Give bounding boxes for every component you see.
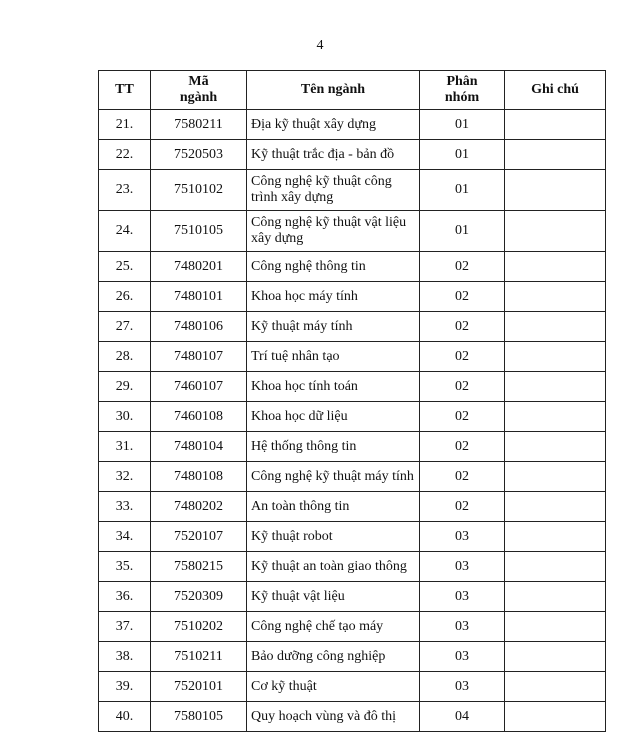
cell-group: 03 [420,522,505,552]
cell-tt: 28. [99,342,151,372]
cell-note [505,462,606,492]
cell-code: 7480101 [151,282,247,312]
cell-code: 7480106 [151,312,247,342]
table-row [99,342,606,372]
cell-tt: 23. [99,170,151,211]
cell-name: Khoa học tính toán [247,372,420,402]
cell-group: 03 [420,552,505,582]
cell-code: 7520101 [151,672,247,702]
cell-name: Bảo dưỡng công nghiệp [247,642,420,672]
cell-code: 7480201 [151,252,247,282]
cell-tt: 33. [99,492,151,522]
header-code-line1: Mã [188,74,209,89]
cell-tt: 26. [99,282,151,312]
cell-name: Công nghệ kỹ thuật vật liệu xây dựng [247,211,420,252]
cell-code: 7520503 [151,140,247,170]
cell-note [505,642,606,672]
cell-tt: 29. [99,372,151,402]
cell-group: 03 [420,672,505,702]
cell-code: 7580215 [151,552,247,582]
cell-name: Công nghệ kỹ thuật máy tính [247,462,420,492]
cell-name: Kỹ thuật trắc địa - bản đồ [247,140,420,170]
cell-tt: 25. [99,252,151,282]
cell-tt: 30. [99,402,151,432]
cell-code: 7510102 [151,170,247,211]
header-note: Ghi chú [505,71,606,110]
cell-tt: 36. [99,582,151,612]
table-row [99,211,606,252]
header-group-line1: Phân [446,74,478,89]
header-code [151,71,247,110]
cell-name: Trí tuệ nhân tạo [247,342,420,372]
cell-note [505,702,606,732]
cell-code: 7520107 [151,522,247,552]
cell-note [505,612,606,642]
cell-note [505,312,606,342]
cell-group: 01 [420,140,505,170]
cell-note [505,110,606,140]
cell-tt: 40. [99,702,151,732]
cell-tt: 21. [99,110,151,140]
table-header-row [99,71,606,110]
cell-note [505,432,606,462]
cell-code: 7510211 [151,642,247,672]
cell-group: 03 [420,582,505,612]
cell-tt: 39. [99,672,151,702]
table-row [99,552,606,582]
cell-note [505,140,606,170]
cell-code: 7580105 [151,702,247,732]
cell-note [505,672,606,702]
cell-note [505,282,606,312]
cell-group: 02 [420,402,505,432]
header-group-line2: nhóm [444,90,480,105]
cell-name: Kỹ thuật vật liệu [247,582,420,612]
table-row [99,140,606,170]
header-code-line2: ngành [179,90,218,105]
cell-name: Khoa học máy tính [247,282,420,312]
cell-code: 7480108 [151,462,247,492]
cell-group: 02 [420,432,505,462]
cell-name: Quy hoạch vùng và đô thị [247,702,420,732]
cell-name: Kỹ thuật an toàn giao thông [247,552,420,582]
cell-group: 02 [420,312,505,342]
cell-tt: 32. [99,462,151,492]
cell-name: Công nghệ kỹ thuật công trình xây dựng [247,170,420,211]
table-row [99,672,606,702]
cell-group: 02 [420,252,505,282]
cell-group: 02 [420,372,505,402]
cell-note [505,372,606,402]
table-row [99,462,606,492]
table-row [99,642,606,672]
table-row [99,170,606,211]
cell-code: 7510202 [151,612,247,642]
cell-name: Công nghệ chế tạo máy [247,612,420,642]
cell-code: 7480107 [151,342,247,372]
cell-note [505,252,606,282]
cell-note [505,402,606,432]
cell-tt: 38. [99,642,151,672]
cell-tt: 24. [99,211,151,252]
cell-name: Cơ kỹ thuật [247,672,420,702]
cell-group: 02 [420,282,505,312]
cell-code: 7580211 [151,110,247,140]
header-tt: TT [99,71,151,110]
cell-tt: 34. [99,522,151,552]
table-row [99,312,606,342]
cell-tt: 35. [99,552,151,582]
table-row [99,252,606,282]
cell-group: 01 [420,110,505,140]
cell-code: 7480104 [151,432,247,462]
cell-note [505,211,606,252]
cell-code: 7460107 [151,372,247,402]
cell-name: An toàn thông tin [247,492,420,522]
table-row [99,372,606,402]
cell-code: 7520309 [151,582,247,612]
cell-code: 7510105 [151,211,247,252]
page-number: 4 [316,38,324,53]
cell-name: Kỹ thuật máy tính [247,312,420,342]
table-row [99,282,606,312]
cell-note [505,170,606,211]
table-row [99,110,606,140]
cell-group: 02 [420,342,505,372]
cell-code: 7480202 [151,492,247,522]
cell-tt: 31. [99,432,151,462]
cell-group: 02 [420,462,505,492]
cell-note [505,582,606,612]
table-row [99,522,606,552]
cell-note [505,552,606,582]
table-row [99,492,606,522]
header-group [420,71,505,110]
cell-name: Hệ thống thông tin [247,432,420,462]
cell-group: 01 [420,170,505,211]
cell-name: Khoa học dữ liệu [247,402,420,432]
cell-note [505,492,606,522]
cell-name: Kỹ thuật robot [247,522,420,552]
cell-tt: 37. [99,612,151,642]
table-row [99,432,606,462]
cell-name: Địa kỹ thuật xây dựng [247,110,420,140]
cell-note [505,522,606,552]
cell-tt: 22. [99,140,151,170]
cell-group: 03 [420,642,505,672]
cell-group: 01 [420,211,505,252]
cell-code: 7460108 [151,402,247,432]
header-name: Tên ngành [247,71,420,110]
cell-name: Công nghệ thông tin [247,252,420,282]
table-row [99,612,606,642]
cell-group: 04 [420,702,505,732]
cell-note [505,342,606,372]
table-row [99,582,606,612]
cell-group: 03 [420,612,505,642]
cell-tt: 27. [99,312,151,342]
table-row [99,702,606,732]
table-row [99,402,606,432]
majors-table [98,70,606,732]
cell-group: 02 [420,492,505,522]
